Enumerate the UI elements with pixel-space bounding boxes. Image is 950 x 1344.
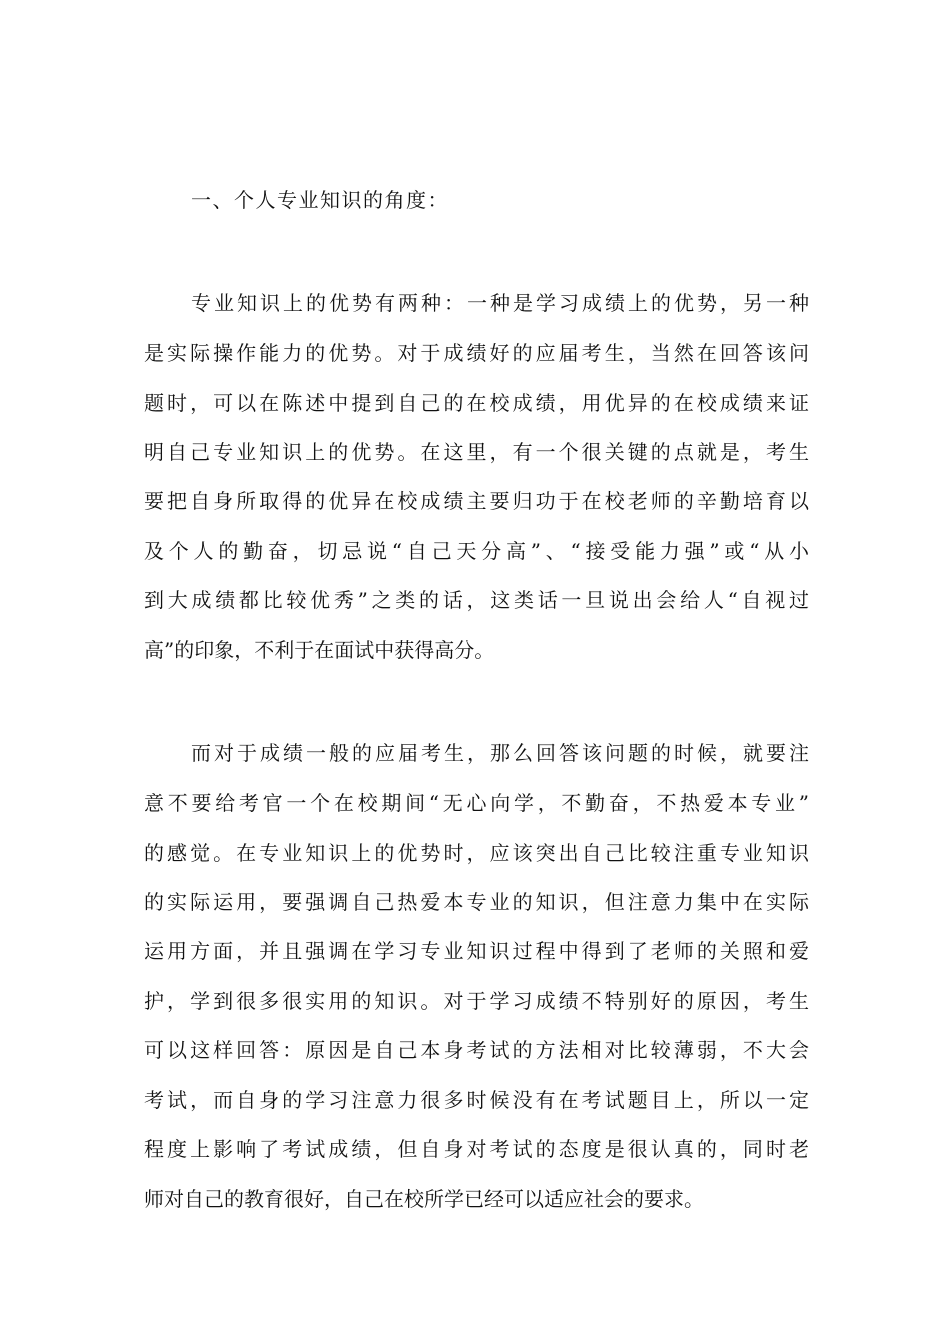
paragraph-line: 是实际操作能力的优势。对于成绩好的应届考生，当然在回答该问: [144, 341, 809, 365]
paragraph-line: 专业知识上的优势有两种：一种是学习成绩上的优势，另一种: [191, 291, 809, 315]
paragraph-line: 高”的印象，不利于在面试中获得高分。: [144, 638, 495, 662]
paragraph-line: 及个人的勤奋，切忌说“自己天分高”、“接受能力强”或“从小: [144, 539, 809, 563]
paragraph-line: 到大成绩都比较优秀”之类的话，这类话一旦说出会给人“自视过: [144, 588, 809, 612]
paragraph-line: 护，学到很多很实用的知识。对于学习成绩不特别好的原因，考生: [144, 989, 809, 1013]
paragraph-line: 题时，可以在陈述中提到自己的在校成绩，用优异的在校成绩来证: [144, 391, 809, 415]
paragraph-line: 明自己专业知识上的优势。在这里，有一个很关键的点就是，考生: [144, 440, 809, 464]
paragraph-line: 意不要给考官一个在校期间“无心向学，不勤奋，不热爱本专业”: [144, 791, 809, 815]
paragraph-line: 师对自己的教育很好，自己在校所学已经可以适应社会的要求。: [144, 1187, 704, 1211]
section-heading: 一、个人专业知识的角度：: [191, 188, 449, 212]
paragraph-line: 运用方面，并且强调在学习专业知识过程中得到了老师的关照和爱: [144, 939, 809, 963]
paragraph-line: 要把自身所取得的优异在校成绩主要归功于在校老师的辛勤培育以: [144, 489, 809, 513]
paragraph-line: 而对于成绩一般的应届考生，那么回答该问题的时候，就要注: [191, 741, 809, 765]
paragraph-line: 可以这样回答：原因是自己本身考试的方法相对比较薄弱，不大会: [144, 1038, 809, 1062]
paragraph-line: 考试，而自身的学习注意力很多时候没有在考试题目上，所以一定: [144, 1088, 809, 1112]
paragraph-line: 的感觉。在专业知识上的优势时，应该突出自己比较注重专业知识: [144, 841, 809, 865]
paragraph-line: 的实际运用，要强调自己热爱本专业的知识，但注意力集中在实际: [144, 890, 809, 914]
paragraph-line: 程度上影响了考试成绩，但自身对考试的态度是很认真的，同时老: [144, 1137, 809, 1161]
